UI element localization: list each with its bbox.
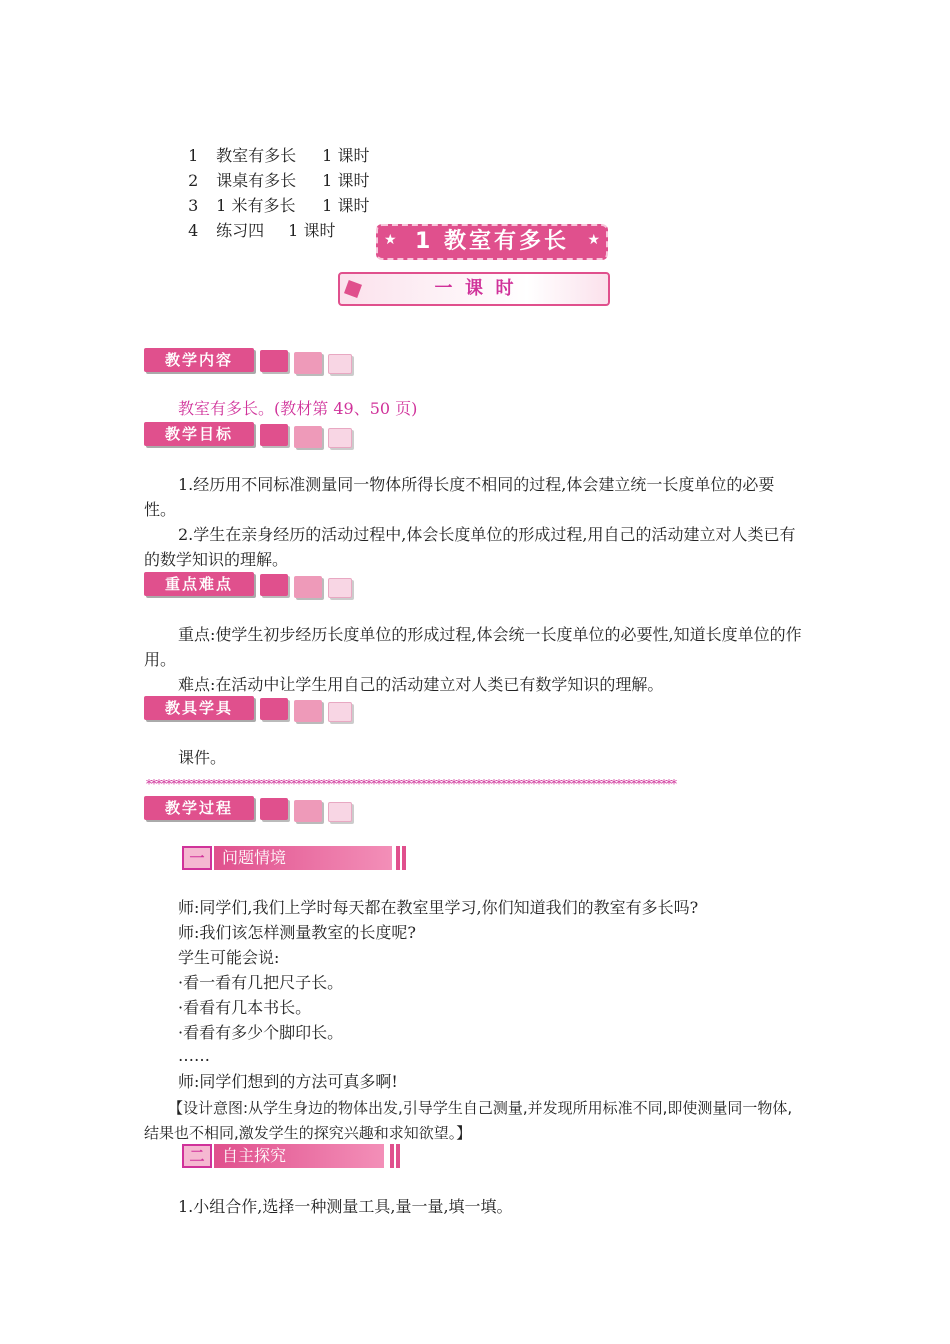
section-label-process: 教学过程 (144, 796, 254, 820)
section-label-tools: 教具学具 (144, 696, 254, 720)
section-label-content: 教学内容 (144, 348, 254, 372)
p1-line-1: 师:同学们,我们上学时每天都在教室里学习,你们知道我们的教室有多长吗? (178, 898, 699, 917)
p1-line-4: ·看一看有几把尺子长。 (178, 973, 344, 992)
star-icon: ★ (587, 232, 600, 248)
star-divider: ********************************************************************************************************** (146, 778, 676, 790)
part2-number: 二 (182, 1144, 212, 1168)
toc-title: 课桌有多长 (216, 171, 297, 190)
toc-num: 1 (188, 146, 199, 165)
section-label-key: 重点难点 (144, 572, 254, 596)
pink-square-icon (344, 280, 362, 298)
content-text: 教室有多长。(教材第 49、50 页) (178, 399, 418, 418)
part1-title: 问题情境 (214, 846, 392, 870)
toc-num: 2 (188, 171, 199, 190)
deco-square (294, 426, 322, 448)
toc-num: 3 (188, 196, 199, 215)
toc-title: 练习四 (216, 221, 265, 240)
p2-line-1: 1.小组合作,选择一种测量工具,量一量,填一填。 (178, 1197, 513, 1216)
p1-line-3: 学生可能会说: (178, 948, 280, 967)
deco-square (328, 802, 352, 822)
design-intent: 【设计意图:从学生身边的物体出发,引导学生自己测量,并发现所用标准不同,即使测量同一物体,结果也不相同,激发学生的探究兴趣和求知欲望。】 (144, 1099, 793, 1142)
key-difficulty: 难点:在活动中让学生用自己的活动建立对人类已有数学知识的理解。 (178, 675, 664, 694)
part2-heading (182, 1144, 406, 1168)
toc-item-4 (178, 201, 335, 241)
deco-square (294, 352, 322, 374)
section-label-goals: 教学目标 (144, 422, 254, 446)
deco-square (328, 578, 352, 598)
deco-square (328, 428, 352, 448)
p1-line-2: 师:我们该怎样测量教室的长度呢? (178, 923, 416, 942)
lesson-title: 1 教室有多长 (415, 229, 569, 254)
p1-line-7: …… (178, 1046, 210, 1065)
toc-hours: 1 课时 (322, 146, 370, 165)
deco-stripe (396, 846, 400, 870)
deco-stripe (390, 1144, 394, 1168)
deco-square (294, 576, 322, 598)
deco-square (328, 702, 352, 722)
toc-hours: 1 课时 (288, 221, 336, 240)
p1-line-6: ·看看有多少个脚印长。 (178, 1023, 344, 1042)
deco-square (294, 700, 322, 722)
toc-num: 4 (188, 221, 199, 240)
toc-title: 教室有多长 (216, 146, 297, 165)
deco-square (260, 424, 288, 446)
deco-square (294, 800, 322, 822)
goal-item-1: 1.经历用不同标准测量同一物体所得长度不相同的过程,体会建立统一长度单位的必要性。 (144, 475, 775, 519)
period-banner (338, 272, 610, 306)
deco-square (260, 698, 288, 720)
deco-square (260, 350, 288, 372)
p1-line-5: ·看看有几本书长。 (178, 998, 312, 1017)
p1-line-8: 师:同学们想到的方法可真多啊! (178, 1072, 398, 1091)
period-title: 一 课 时 (434, 278, 514, 299)
deco-stripe (402, 846, 406, 870)
part1-heading (182, 846, 406, 870)
toc-hours: 1 课时 (322, 196, 370, 215)
deco-stripe (396, 1144, 400, 1168)
toc-hours: 1 课时 (322, 171, 370, 190)
toc-title: 1 米有多长 (216, 196, 296, 215)
part1-number: 一 (182, 846, 212, 870)
deco-square (328, 354, 352, 374)
lesson-title-banner (376, 224, 608, 260)
deco-square (260, 798, 288, 820)
key-focus: 重点:使学生初步经历长度单位的形成过程,体会统一长度单位的必要性,知道长度单位的作用。 (144, 625, 802, 669)
tools-text: 课件。 (178, 748, 227, 767)
star-icon: ★ (384, 232, 397, 248)
goal-item-2: 2.学生在亲身经历的活动过程中,体会长度单位的形成过程,用自己的活动建立对人类已有的数学知识的理解。 (144, 525, 796, 569)
part2-title: 自主探究 (214, 1144, 384, 1168)
deco-square (260, 574, 288, 596)
